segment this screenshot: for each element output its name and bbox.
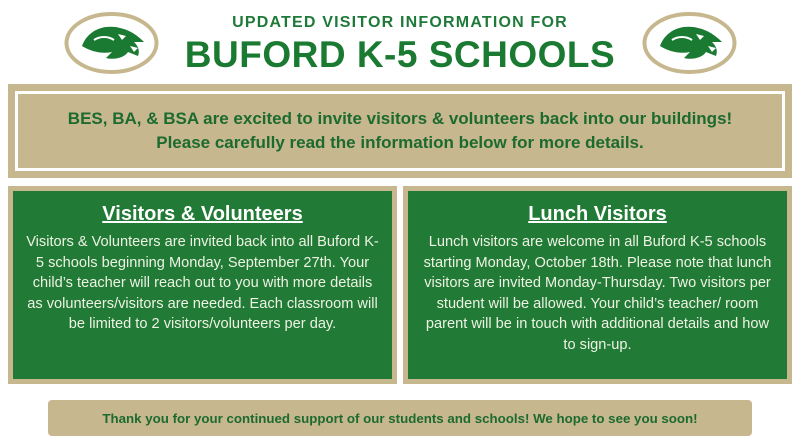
lunch-visitors-title: Lunch Visitors xyxy=(528,203,667,225)
visitors-volunteers-text: Visitors & Volunteers are invited back into all Buford K-5 schools beginning Monday, September 27th. Your child’s teacher will reach out to you with more details as volunteers/visitors are needed. Each classroom will be limited to 2 visitors/volunteers per day. xyxy=(26,234,379,332)
lunch-visitors-text: Lunch visitors are welcome in all Buford K-5 schools starting Monday, October 18th. Please note that lunch visitors are invited Monday-Thursday. Two visitors per student will be allowed. Your child’s teacher/ room parent will be in touch with additional details and how to sign-up. xyxy=(423,234,772,353)
page-header xyxy=(170,12,630,76)
page-subtitle: UPDATED VISITOR INFORMATION FOR xyxy=(232,14,568,31)
lunch-visitors-panel xyxy=(403,186,792,384)
intro-line-2: Please carefully read the information below for more details. xyxy=(156,133,644,152)
wolf-mascot-icon xyxy=(64,12,159,74)
intro-banner-frame xyxy=(15,91,785,171)
visitors-volunteers-panel xyxy=(8,186,397,384)
thank-you-text: Thank you for your continued support of our students and schools! We hope to see you soon! xyxy=(102,410,698,426)
lunch-visitors-panel-body xyxy=(408,191,787,379)
page-title: BUFORD K-5 SCHOOLS xyxy=(184,34,616,75)
intro-banner xyxy=(8,84,792,178)
thank-you-footer xyxy=(48,400,752,436)
visitors-volunteers-panel-body xyxy=(13,191,392,379)
visitors-volunteers-title: Visitors & Volunteers xyxy=(102,203,303,225)
wolf-mascot-icon xyxy=(642,12,737,74)
intro-line-1: BES, BA, & BSA are excited to invite visitors & volunteers back into our buildings! xyxy=(67,109,733,128)
